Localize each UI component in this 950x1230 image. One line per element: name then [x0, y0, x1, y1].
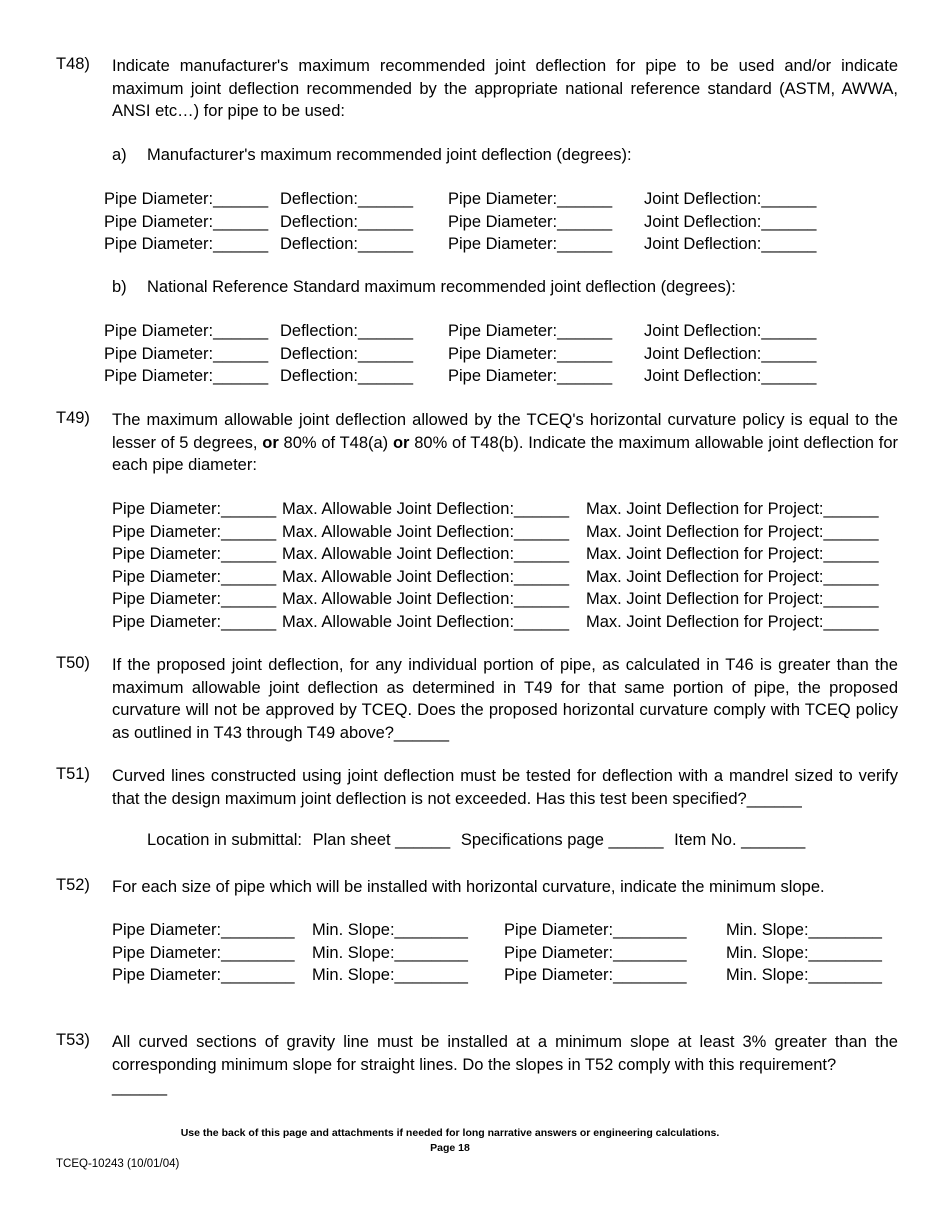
min-slope-field[interactable]: Min. Slope:________ — [312, 921, 468, 939]
item-number-field[interactable]: Item No. _______ — [674, 831, 806, 849]
max-project-deflection-field[interactable]: Max. Joint Deflection for Project:______ — [586, 612, 879, 631]
question-text: The maximum allowable joint deflection allowed by the TCEQ's horizontal curvature policy is equal to the lesser of 5 degrees, or 80% of T48(a) or 80% of T48(b). Indicate the maximum allowable joint deflection for each pipe diameter: — [112, 411, 899, 474]
question-text[interactable]: Curved lines constructed using joint deflection must be tested for deflection with a mandrel sized to verify that the design maximum joint deflection is not exceeded. Has this test been specified?______ — [112, 767, 898, 808]
joint-deflection-field[interactable]: Joint Deflection:______ — [644, 212, 817, 231]
max-allowable-deflection-field[interactable]: Max. Allowable Joint Deflection:______ — [282, 500, 570, 518]
joint-deflection-field[interactable]: Joint Deflection:______ — [644, 367, 817, 385]
joint-deflection-field[interactable]: Joint Deflection:______ — [644, 190, 817, 208]
pipe-diameter-field[interactable]: Pipe Diameter:______ — [448, 190, 613, 208]
pipe-diameter-field[interactable]: Pipe Diameter:______ — [448, 322, 613, 340]
max-allowable-deflection-field[interactable]: Max. Allowable Joint Deflection:______ — [282, 545, 570, 563]
question-text: Indicate manufacturer's maximum recommended joint deflection for pipe to be used and/or indicate maximum joint deflection recommended by the appropriate national reference standard (ASTM, AWWA, ANSI etc…) for pipe to be used: — [112, 57, 898, 120]
max-project-deflection-field[interactable]: Max. Joint Deflection for Project:______ — [586, 567, 879, 586]
question-text[interactable]: If the proposed joint deflection, for any individual portion of pipe, as calculated in T46 is greater than the maximum allowable joint deflection as determined in T49 for that same portion of pipe, the proposed curvature will not be approved by TCEQ. Does the proposed horizontal curvature comply with TCEQ policy as outlined in T43 through T49 above?______ — [112, 656, 898, 742]
pipe-diameter-field[interactable]: Pipe Diameter:______ — [104, 235, 269, 253]
joint-deflection-field[interactable]: Joint Deflection:______ — [644, 344, 817, 363]
deflection-field[interactable]: Deflection:______ — [280, 344, 414, 363]
pipe-diameter-field[interactable]: Pipe Diameter:________ — [504, 943, 687, 962]
question-number: T48) — [56, 55, 90, 73]
pipe-diameter-field[interactable]: Pipe Diameter:________ — [112, 943, 295, 962]
pipe-diameter-field[interactable]: Pipe Diameter:______ — [112, 500, 277, 518]
question-number: T52) — [56, 876, 90, 894]
pipe-diameter-field[interactable]: Pipe Diameter:______ — [112, 612, 277, 631]
pipe-diameter-field[interactable]: Pipe Diameter:______ — [112, 567, 277, 586]
pipe-diameter-field[interactable]: Pipe Diameter:______ — [112, 522, 277, 541]
page-number: Page 18 — [430, 1142, 470, 1154]
pipe-diameter-field[interactable]: Pipe Diameter:________ — [112, 966, 295, 984]
deflection-field[interactable]: Deflection:______ — [280, 212, 414, 231]
subquestion-label: b) — [112, 278, 127, 296]
pipe-diameter-field[interactable]: Pipe Diameter:______ — [448, 212, 613, 231]
deflection-field[interactable]: Deflection:______ — [280, 235, 414, 253]
pipe-diameter-field[interactable]: Pipe Diameter:______ — [112, 590, 277, 608]
deflection-field[interactable]: Deflection:______ — [280, 367, 414, 385]
pipe-diameter-field[interactable]: Pipe Diameter:______ — [104, 190, 269, 208]
min-slope-field[interactable]: Min. Slope:________ — [726, 966, 882, 984]
max-allowable-deflection-field[interactable]: Max. Allowable Joint Deflection:______ — [282, 590, 570, 608]
location-label: Location in submittal: — [147, 831, 303, 849]
question-t51 — [56, 765, 898, 810]
pipe-diameter-field[interactable]: Pipe Diameter:______ — [104, 367, 269, 385]
question-text: All curved sections of gravity line must be installed at a minimum slope at least 3% greater than the corresponding minimum slope for straight lines. Do the slopes in T52 comply with this requirement? — [112, 1033, 898, 1074]
pipe-diameter-field[interactable]: Pipe Diameter:______ — [112, 545, 277, 563]
min-slope-field[interactable]: Min. Slope:________ — [726, 921, 882, 939]
max-project-deflection-field[interactable]: Max. Joint Deflection for Project:______ — [586, 545, 879, 563]
max-allowable-deflection-field[interactable]: Max. Allowable Joint Deflection:______ — [282, 567, 570, 586]
pipe-diameter-field[interactable]: Pipe Diameter:________ — [504, 921, 687, 939]
form-id: TCEQ-10243 (10/01/04) — [56, 1158, 180, 1170]
question-t50 — [56, 654, 898, 744]
subquestion-text: Manufacturer's maximum recommended joint deflection (degrees): — [147, 146, 632, 164]
location-in-submittal — [147, 831, 811, 850]
question-number: T53) — [56, 1031, 90, 1049]
pipe-diameter-field[interactable]: Pipe Diameter:______ — [448, 367, 613, 385]
question-number: T51) — [56, 765, 90, 783]
pipe-diameter-field[interactable]: Pipe Diameter:________ — [112, 921, 295, 939]
pipe-diameter-field[interactable]: Pipe Diameter:______ — [104, 322, 269, 340]
joint-deflection-field[interactable]: Joint Deflection:______ — [644, 235, 817, 253]
subquestion-t48b — [112, 276, 736, 298]
pipe-diameter-field[interactable]: Pipe Diameter:______ — [448, 344, 613, 363]
question-t48 — [56, 55, 898, 123]
max-allowable-deflection-field[interactable]: Max. Allowable Joint Deflection:______ — [282, 522, 570, 541]
joint-deflection-field[interactable]: Joint Deflection:______ — [644, 322, 817, 340]
subquestion-label: a) — [112, 146, 127, 164]
pipe-diameter-field[interactable]: Pipe Diameter:______ — [104, 212, 269, 231]
min-slope-field[interactable]: Min. Slope:________ — [312, 943, 468, 962]
max-project-deflection-field[interactable]: Max. Joint Deflection for Project:______ — [586, 500, 879, 518]
question-t49 — [56, 409, 898, 477]
plan-sheet-field[interactable]: Plan sheet ______ — [312, 831, 451, 849]
question-number: T49) — [56, 409, 90, 427]
subquestion-text: National Reference Standard maximum recommended joint deflection (degrees): — [147, 278, 736, 296]
pipe-diameter-field[interactable]: Pipe Diameter:________ — [504, 966, 687, 984]
deflection-field[interactable]: Deflection:______ — [280, 190, 414, 208]
subquestion-t48a — [112, 144, 632, 166]
deflection-field[interactable]: Deflection:______ — [280, 322, 414, 340]
max-allowable-deflection-field[interactable]: Max. Allowable Joint Deflection:______ — [282, 612, 570, 631]
or-emphasis: or — [392, 433, 410, 452]
max-project-deflection-field[interactable]: Max. Joint Deflection for Project:______ — [586, 522, 879, 541]
pipe-diameter-field[interactable]: Pipe Diameter:______ — [104, 344, 269, 363]
question-text: For each size of pipe which will be installed with horizontal curvature, indicate the minimum slope. — [112, 878, 825, 896]
pipe-diameter-field[interactable]: Pipe Diameter:______ — [448, 235, 613, 253]
or-emphasis: or — [262, 433, 279, 452]
specifications-page-field[interactable]: Specifications page ______ — [460, 831, 664, 849]
min-slope-field[interactable]: Min. Slope:________ — [312, 966, 468, 984]
min-slope-field[interactable]: Min. Slope:________ — [726, 943, 882, 962]
question-t53 — [56, 1031, 898, 1099]
question-t52 — [56, 876, 898, 899]
question-number: T50) — [56, 654, 90, 672]
footer-note: Use the back of this page and attachments if needed for long narrative answers or engineering calculations. — [180, 1127, 720, 1139]
max-project-deflection-field[interactable]: Max. Joint Deflection for Project:______ — [586, 590, 879, 608]
answer-blank[interactable]: ______ — [112, 1078, 168, 1096]
